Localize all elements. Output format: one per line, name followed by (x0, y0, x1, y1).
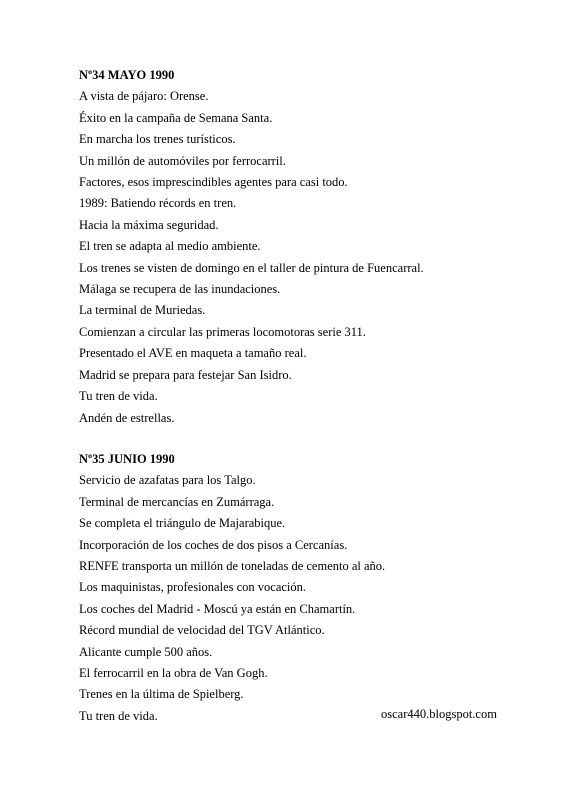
article-title: En marcha los trenes turísticos. (79, 132, 236, 147)
article-title: Los coches del Madrid - Moscú ya están en Chamartín. (79, 601, 356, 616)
article-title: RENFE transporta un millón de toneladas de cemento al año. (79, 559, 386, 574)
issue-34-section (79, 65, 499, 429)
blog-url: oscar440.blogspot.com (381, 707, 497, 721)
issue-35-section (79, 449, 499, 727)
article-title: Un millón de automóviles por ferrocarril. (79, 153, 286, 168)
article-title: Madrid se prepara para festejar San Isidro. (79, 367, 292, 382)
article-title: El tren se adapta al medio ambiente. (79, 239, 261, 254)
article-title: Alicante cumple 500 años. (79, 644, 213, 659)
article-title: Los trenes se visten de domingo en el taller de pintura de Fuencarral. (79, 260, 424, 275)
issue-heading: Nº35 JUNIO 1990 (79, 452, 175, 466)
article-title: Presentado el AVE en maqueta a tamaño real. (79, 346, 307, 361)
article-title: Terminal de mercancías en Zumárraga. (79, 494, 275, 509)
article-title: Trenes en la última de Spielberg. (79, 687, 244, 702)
article-title: A vista de pájaro: Orense. (79, 89, 209, 104)
article-title: Los maquinistas, profesionales con vocación. (79, 580, 307, 595)
article-title: El ferrocarril en la obra de Van Gogh. (79, 666, 268, 681)
article-title: Andén de estrellas. (79, 410, 175, 425)
article-title: Servicio de azafatas para los Talgo. (79, 473, 256, 488)
article-title: 1989: Batiendo récords en tren. (79, 196, 237, 211)
article-title: Hacia la máxima seguridad. (79, 217, 219, 232)
article-title: Málaga se recupera de las inundaciones. (79, 282, 281, 297)
article-title: Comienzan a circular las primeras locomotoras serie 311. (79, 324, 366, 339)
article-title: Récord mundial de velocidad del TGV Atlántico. (79, 623, 325, 638)
article-title: La terminal de Muriedas. (79, 303, 206, 318)
article-title: Tu tren de vida. (79, 389, 158, 404)
article-title: Tu tren de vida. (79, 708, 158, 723)
article-title: Incorporación de los coches de dos pisos a Cercanías. (79, 537, 348, 552)
article-title: Factores, esos imprescindibles agentes para casi todo. (79, 175, 348, 190)
article-title: Éxito en la campaña de Semana Santa. (79, 110, 273, 125)
issue-heading: Nº34 MAYO 1990 (79, 68, 175, 82)
article-title: Se completa el triángulo de Majarabique. (79, 516, 286, 531)
